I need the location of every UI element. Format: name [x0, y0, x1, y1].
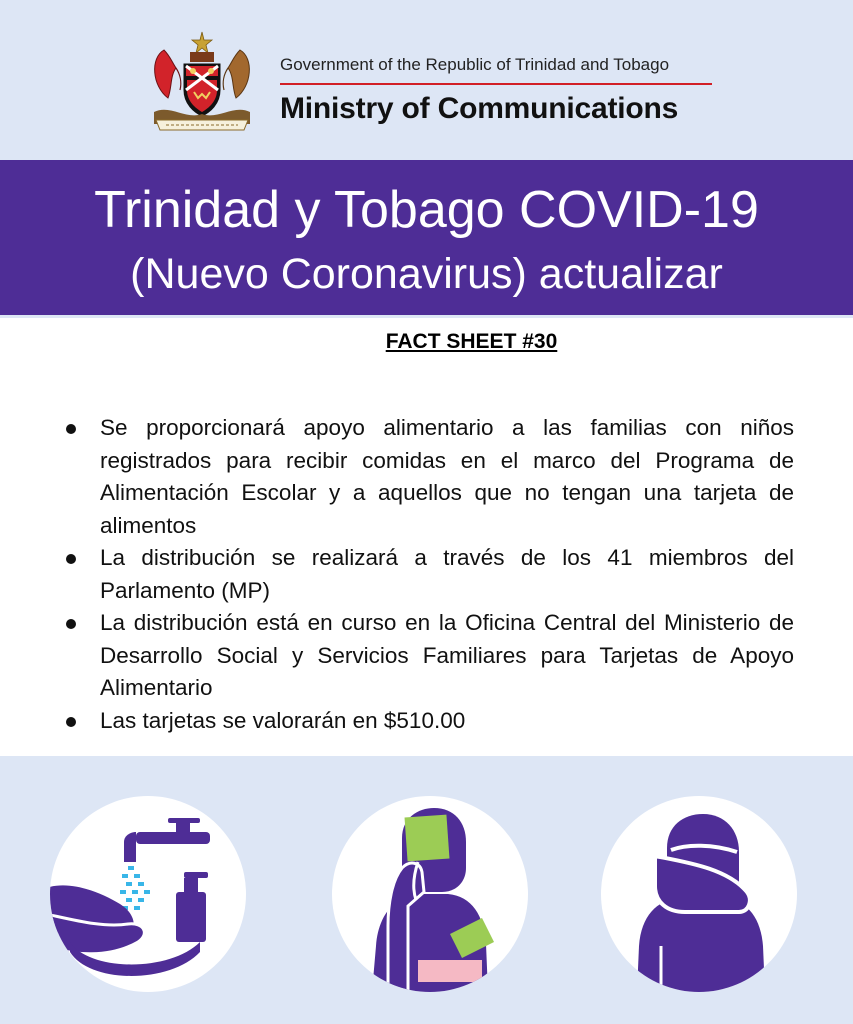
fact-sheet-panel	[0, 318, 853, 756]
list-item-text: Las tarjetas se valorarán en $510.00	[100, 707, 466, 733]
header	[0, 0, 853, 160]
cover-face-icon	[332, 796, 528, 992]
handwashing-icon	[50, 796, 246, 992]
list-item	[62, 412, 794, 542]
fact-sheet-title: FACT SHEET #30	[385, 330, 558, 353]
bullet-icon	[66, 424, 76, 434]
list-item-text: La distribución se realizará a través de los 41 miembros del Parlamento (MP)	[100, 545, 794, 603]
list-item	[62, 705, 794, 738]
list-item	[62, 607, 794, 705]
bullet-icon	[66, 554, 76, 564]
divider	[280, 83, 712, 85]
fact-list	[62, 412, 794, 737]
bullet-icon	[66, 619, 76, 629]
prevention-icons	[0, 756, 853, 1024]
government-heading: Government of the Republic of Trinidad and Tobago	[280, 55, 670, 74]
bullet-icon	[66, 717, 76, 727]
ministry-heading: Ministry of Communications	[280, 92, 679, 125]
title-banner	[0, 160, 853, 315]
list-item-text: Se proporcionará apoyo alimentario a las familias con niños registrados para recibir comidas en el marco del Programa de Alimentación Escolar y a aquellos que no tengan una tarjeta de alimentos	[100, 415, 794, 538]
banner-title: Trinidad y Tobago COVID-19	[94, 181, 759, 239]
list-item	[62, 542, 794, 607]
coat-of-arms-logo	[146, 28, 258, 136]
list-item-text: La distribución está en curso en la Oficina Central del Ministerio de Desarrollo Social y Servicios Familiares para Tarjetas de Apoyo Alimentario	[100, 610, 794, 700]
cough-into-elbow-icon	[601, 796, 797, 992]
banner-subtitle: (Nuevo Coronavirus) actualizar	[130, 250, 723, 298]
